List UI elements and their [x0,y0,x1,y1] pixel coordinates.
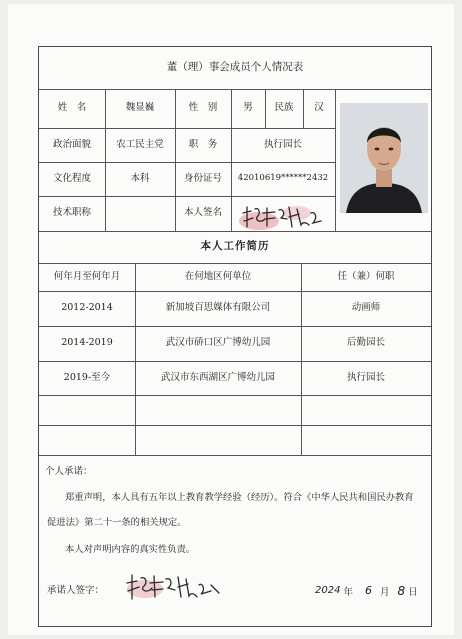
handwritten-signature [123,569,223,605]
resume-header-unit: 在何地区何单位 [184,270,252,282]
resume-header-role: 任（兼）何职 [337,270,395,282]
resume-row-role: 动画师 [351,302,381,314]
resume-row-role [301,395,431,425]
position-label: 职 务 [188,138,218,150]
date-year-unit: 年 [343,586,353,598]
ethnicity-label: 民族 [274,102,294,114]
col-divider [135,263,136,455]
pledge-date [315,580,418,601]
resume-row-period [39,425,135,455]
political-label: 政治面貌 [52,138,91,150]
resume-row-period: 2019-至今 [63,371,111,383]
date-day: 8 [397,583,406,598]
resume-row-unit: 武汉市硚口区广博幼儿园 [165,337,271,349]
tech-title-label: 技术职称 [52,207,91,219]
resume-row-role: 执行园长 [346,371,385,383]
handwritten-signature [239,199,331,233]
position-value: 执行园长 [263,138,302,150]
name-value: 魏显巍 [125,102,155,114]
resume-header-period: 何年月至何年月 [53,270,121,282]
education-label: 文化程度 [52,172,91,184]
id-value: 42010619******2432 [237,173,329,184]
form-title: 董（理）事会成员个人情况表 [166,61,304,74]
signature-label: 本人签名 [183,207,222,219]
col-divider [335,89,336,231]
pledge-line-3: 本人对声明内容的真实性负责。 [65,544,196,555]
date-month-unit: 月 [379,586,390,598]
ethnicity-value: 汉 [314,102,324,114]
date-day-unit: 日 [408,586,418,598]
resume-row-period [39,395,135,425]
resume-row-role [301,425,431,455]
resume-title: 本人工作简历 [200,240,270,253]
pledge-line-1: 郑重声明，本人具有五年以上教育教学经验（经历）。符合《中华人民共和国民办教育 [65,492,414,503]
portrait-photo [340,103,428,213]
person-photo-icon [340,103,428,213]
pledge-heading: 个人承诺： [45,466,93,477]
signer-label: 承诺人签字： [47,585,105,596]
gender-label: 性 别 [188,102,218,114]
form-frame [38,46,432,627]
pledge-line-2: 促进法》第二十一条的相关规定。 [47,517,187,528]
col-divider [301,263,302,455]
resume-row-role: 后勤园长 [346,337,385,349]
date-month: 6 [364,584,372,597]
resume-row-unit [135,395,301,425]
political-value: 农工民主党 [116,138,164,150]
resume-row-unit: 新加坡百思媒体有限公司 [165,302,271,314]
row-divider [39,455,431,456]
resume-row-period: 2012-2014 [61,302,113,314]
resume-row-period: 2014-2019 [61,337,113,349]
education-value: 本科 [130,172,150,184]
tech-title-value [105,196,175,231]
gender-value: 男 [243,102,253,114]
document-sheet [8,4,454,635]
date-year: 2024 [315,585,341,596]
resume-row-unit: 武汉市东西湖区广博幼儿园 [160,371,275,383]
resume-row-unit [135,425,301,455]
name-label: 姓 名 [57,102,87,114]
id-label: 身份证号 [183,172,222,184]
